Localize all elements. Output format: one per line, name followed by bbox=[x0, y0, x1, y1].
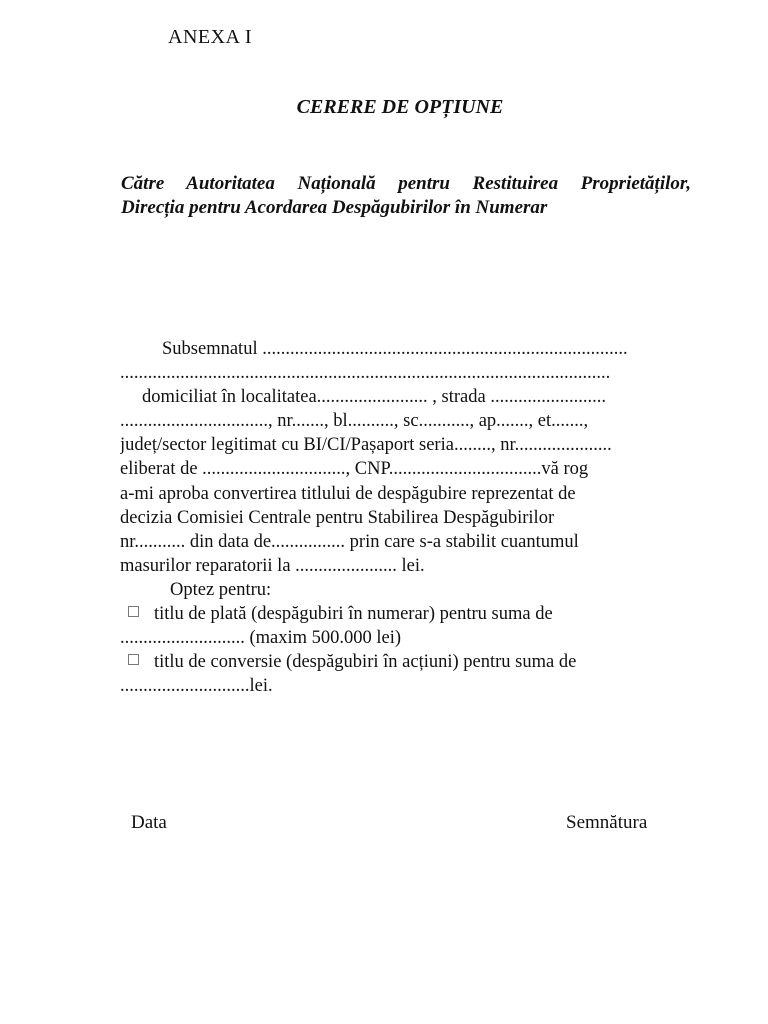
request-body bbox=[120, 337, 680, 698]
annex-label: ANEXA I bbox=[168, 26, 253, 48]
issued-by-cnp-line: eliberat de ..............................., CNP.................................vă rog bbox=[120, 459, 589, 480]
recipient-line-1: Către Autoritatea Națională pentru Restituirea Proprietăților, bbox=[121, 173, 691, 194]
payment-title-checkbox[interactable] bbox=[128, 606, 139, 617]
option-payment-title[interactable] bbox=[120, 602, 680, 626]
options-heading: Optez pentru: bbox=[170, 579, 272, 600]
signature-label: Semnătura bbox=[566, 812, 648, 833]
request-text-line-2: decizia Comisiei Centrale pentru Stabilirea Despăgubirilor bbox=[120, 507, 555, 528]
conversion-title-label: titlu de conversie (despăgubiri în acțiuni) pentru suma de bbox=[154, 652, 577, 673]
applicant-name-line: Subsemnatul ............................................................................... bbox=[162, 339, 628, 359]
payment-title-amount-line: ........................... (maxim 500.000 lei) bbox=[120, 628, 402, 649]
decision-number-line: nr........... din data de................ prin care s-a stabilit cuantumul bbox=[120, 531, 579, 552]
address-details-line: ................................, nr......., bl.........., sc..........., ap......., et......., bbox=[120, 411, 589, 432]
domicile-line: domiciliat în localitatea........................ , strada ......................... bbox=[142, 387, 606, 408]
document-title: CERERE DE OPȚIUNE bbox=[296, 96, 504, 118]
applicant-name-continuation-line: .......................................................................................................... bbox=[120, 363, 611, 384]
conversion-title-amount-line: ............................lei. bbox=[120, 676, 273, 697]
recipient-block bbox=[121, 172, 691, 220]
amount-line: masurilor reparatorii la ...................... lei. bbox=[120, 555, 425, 576]
date-label: Data bbox=[131, 812, 167, 833]
option-conversion-title[interactable] bbox=[120, 650, 680, 674]
request-text-line-1: a-mi aproba convertirea titlului de despăgubire reprezentat de bbox=[120, 483, 576, 504]
conversion-title-checkbox[interactable] bbox=[128, 654, 139, 665]
payment-title-label: titlu de plată (despăgubiri în numerar) pentru suma de bbox=[154, 604, 553, 625]
recipient-line-2: Direcția pentru Acordarea Despăgubirilor în Numerar bbox=[121, 197, 548, 218]
id-document-line: județ/sector legitimat cu BI/CI/Pașaport seria........, nr..................... bbox=[120, 435, 612, 456]
